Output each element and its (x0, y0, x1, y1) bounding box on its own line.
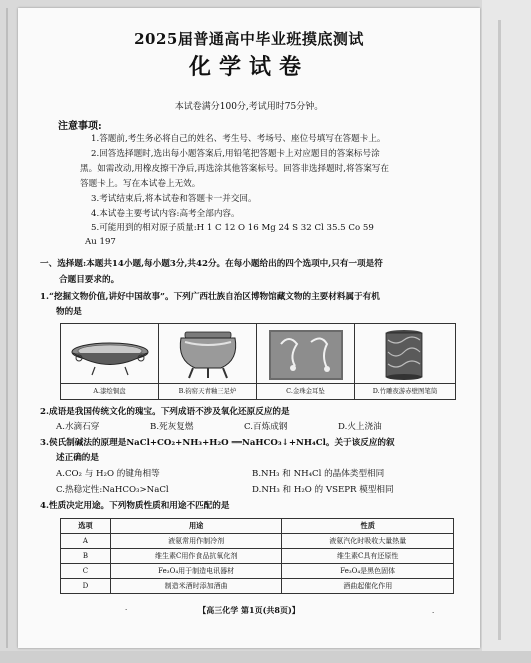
cell-option: C (61, 564, 111, 579)
scrollbar-track[interactable] (498, 20, 501, 640)
notice-heading: 注意事项: (58, 121, 102, 132)
q3-option-c: C.热稳定性:NaHCO₃>NaCl (56, 485, 169, 495)
cell-use: 液氨常用作制冷剂 (110, 534, 282, 549)
q3-option-d: D.NH₃ 和 H₂O 的 VSEPR 模型相同 (252, 485, 394, 495)
cell-property: 维生素C具有还原性 (282, 549, 454, 564)
header-use: 用途 (110, 519, 282, 534)
header-property: 性质 (282, 519, 454, 534)
q3-option-b: B.NH₃ 和 NH₄Cl 的晶体类型相同 (252, 469, 385, 479)
section1-heading: 一、选择题:本题共14小题,每小题3分,共42分。在每小题给出的四个选项中,只有一项是符 (40, 259, 383, 269)
table-row (61, 564, 454, 579)
notice-line: 黑。如需改动,用橡皮擦干净后,再选涂其他答案标号。回答非选择题时,将答案写在 (80, 164, 389, 174)
artifact-b (159, 324, 257, 399)
cell-use: 制造米酒时添加酒曲 (110, 579, 282, 594)
left-margin-line (6, 8, 8, 648)
next-page-edge (0, 651, 531, 663)
cell-property: Fe₃O₄是黑色固体 (282, 564, 454, 579)
table-row (61, 579, 454, 594)
exam-info: 本试卷满分100分,考试用时75分钟。 (174, 102, 324, 112)
question1-stem-cont: 物的是 (56, 307, 82, 317)
notice-line: Au 197 (85, 237, 116, 247)
header-option: 选项 (61, 519, 111, 534)
cell-property: 酒曲起催化作用 (282, 579, 454, 594)
exam-title: 2025届普通高中毕业班摸底测试 (134, 30, 364, 48)
q3-option-a: A.CO₂ 与 H₂O 的键角相等 (56, 469, 160, 479)
porcelain-censer-icon (165, 328, 251, 382)
question3-stem-cont: 述正确的是 (56, 453, 99, 463)
footer-mark-left: · (125, 606, 128, 614)
artifact-caption: A.漆绘铜盘 (61, 383, 158, 397)
q2-option-a: A.水滴石穿 (56, 422, 100, 432)
artifact-c (257, 324, 355, 399)
question3-stem: 3.侯氏制碱法的原理是NaCl+CO₂+NH₃+H₂O ══NaHCO₃↓+NH₄Cl。关于该反应的叙 (40, 438, 395, 448)
artifact-d (355, 324, 455, 399)
page-footer: 【高三化学 第1页(共8页)】 (198, 605, 300, 615)
q2-option-b: B.死灰复燃 (150, 422, 194, 432)
bronze-plate-icon (67, 328, 153, 382)
exam-page (18, 8, 480, 648)
table-header-row (61, 519, 454, 534)
artifact-caption: B.钧窑天青釉三足炉 (159, 383, 256, 397)
artifact-figure (60, 323, 456, 400)
question1-stem: 1.“挖掘文物价值,讲好中国故事”。下列广西壮族自治区博物馆藏文物的主要材料属于有机 (40, 292, 380, 302)
cell-option: B (61, 549, 111, 564)
subject-title: 化学试卷 (188, 55, 309, 80)
properties-table (60, 518, 454, 594)
q2-option-c: C.百炼成钢 (244, 422, 288, 432)
viewer-scroll-strip[interactable] (482, 0, 531, 663)
notice-line: 5.可能用到的相对原子质量:H 1 C 12 O 16 Mg 24 S 32 Cl 35.5 Co 59 (91, 223, 374, 233)
cell-option: D (61, 579, 111, 594)
question2-stem: 2.成语是我国传统文化的瑰宝。下列成语不涉及氧化还原反应的是 (40, 407, 290, 417)
footer-mark-right: · (432, 609, 435, 617)
cell-use: Fe₃O₄用于制造电讯器材 (110, 564, 282, 579)
notice-line: 答题卡上。写在本试卷上无效。 (80, 179, 201, 189)
bamboo-brush-pot-icon (361, 328, 447, 382)
cell-property: 液氨汽化时吸收大量热量 (282, 534, 454, 549)
notice-line: 2.回答选择题时,选出每小题答案后,用铅笔把答题卡上对应题目的答案标号涂 (91, 149, 380, 159)
q2-option-d: D.火上浇油 (338, 422, 382, 432)
question4-stem: 4.性质决定用途。下列物质性质和用途不匹配的是 (40, 501, 230, 511)
table-row (61, 534, 454, 549)
artifact-caption: D.竹雕夜游赤壁图笔筒 (355, 383, 455, 397)
notice-line: 3.考试结束后,将本试卷和答题卡一并交回。 (91, 194, 257, 204)
section1-heading-cont: 合题目要求的。 (59, 275, 120, 285)
artifact-a (61, 324, 159, 399)
cell-use: 维生素C用作食品抗氧化剂 (110, 549, 282, 564)
notice-line: 4.本试卷主要考试内容:高考全部内容。 (91, 209, 240, 219)
artifact-caption: C.金珠金耳坠 (257, 383, 354, 397)
cell-option: A (61, 534, 111, 549)
notice-line: 1.答题前,考生务必将自己的姓名、考生号、考场号、座位号填写在答题卡上。 (91, 134, 386, 144)
gold-earrings-icon (263, 328, 349, 382)
table-row (61, 549, 454, 564)
